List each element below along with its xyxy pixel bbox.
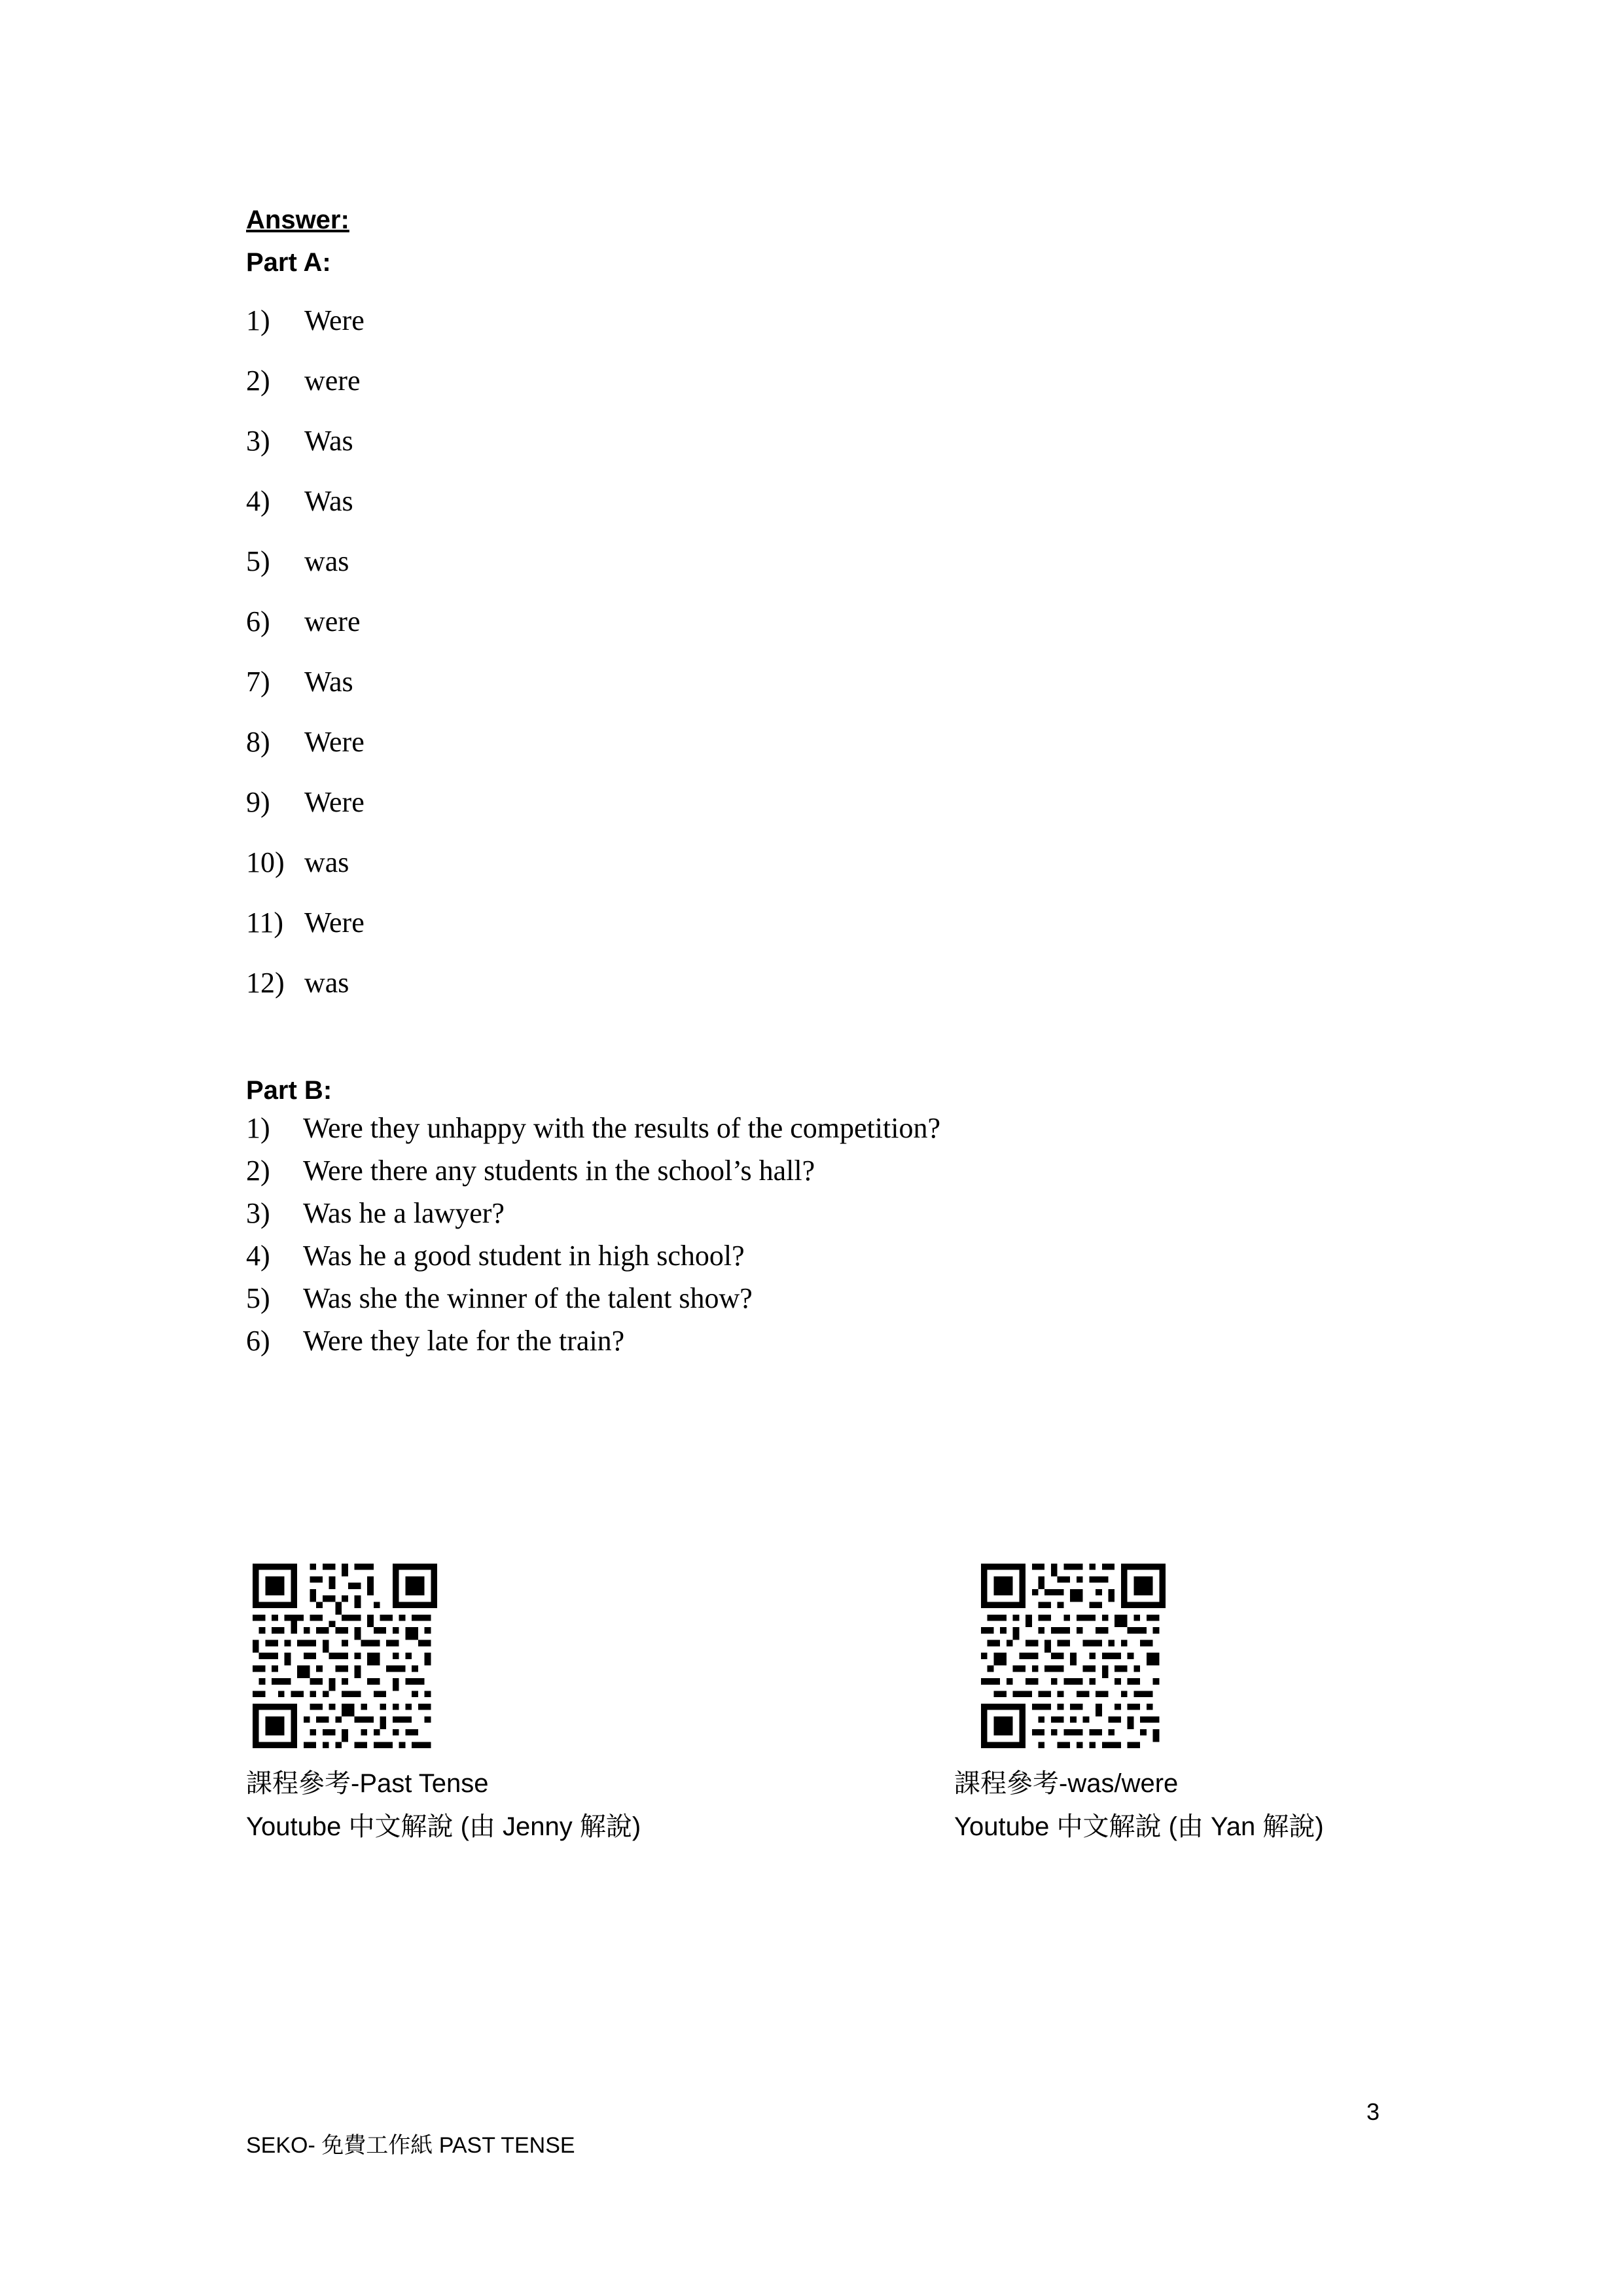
resource-subtitle: Youtube 中文解說 (由 Yan 解說) <box>954 1812 1324 1841</box>
page-footer: SEKO- 免費工作紙 PAST TENSE <box>246 2133 575 2158</box>
answer-item <box>246 1238 940 1280</box>
answer-text: was <box>304 846 349 878</box>
answer-item <box>246 784 365 844</box>
answer-item <box>246 965 365 1025</box>
answer-number: 3) <box>246 425 270 457</box>
qr-code-past-tense[interactable] <box>253 1564 437 1748</box>
answer-item <box>246 664 365 724</box>
answer-item <box>246 1323 940 1365</box>
answer-number: 1) <box>246 304 270 336</box>
answer-text: Were there any students in the school’s hall? <box>303 1155 815 1187</box>
answer-number: 5) <box>246 1282 270 1314</box>
resource-caption-was-were <box>954 1762 1324 1848</box>
answer-text: Were <box>304 304 365 336</box>
answer-text: Was she the winner of the talent show? <box>303 1282 753 1314</box>
part-b-answer-list <box>246 1110 940 1365</box>
answer-text: was <box>304 545 349 577</box>
resource-caption-past-tense <box>246 1762 641 1848</box>
answer-number: 4) <box>246 485 270 517</box>
answer-number: 4) <box>246 1240 270 1272</box>
answer-item <box>246 302 365 363</box>
part-a-heading: Part A: <box>246 248 331 277</box>
answer-number: 8) <box>246 726 270 758</box>
answer-number: 7) <box>246 666 270 698</box>
answer-number: 5) <box>246 545 270 577</box>
part-a-answer-list <box>246 302 365 1025</box>
resource-subtitle: Youtube 中文解說 (由 Jenny 解說) <box>246 1812 641 1841</box>
qr-code-was-were[interactable] <box>981 1564 1166 1748</box>
answer-text: Were <box>304 726 365 758</box>
answer-text: was <box>304 967 349 999</box>
answer-item <box>246 483 365 543</box>
answer-item <box>246 724 365 784</box>
answer-text: Were <box>304 906 365 939</box>
answer-text: Was <box>304 666 353 698</box>
answer-text: Was <box>304 425 353 457</box>
answer-text: were <box>304 365 361 397</box>
answer-text: Were <box>304 786 365 818</box>
answer-item <box>246 1153 940 1195</box>
resource-title: 課程參考-was/were <box>954 1769 1179 1798</box>
answer-item <box>246 423 365 483</box>
answer-text: Was he a good student in high school? <box>303 1240 745 1272</box>
page-number: 3 <box>1366 2098 1380 2125</box>
answer-text: Were they late for the train? <box>303 1325 625 1357</box>
answer-item <box>246 844 365 905</box>
answer-number: 6) <box>246 1325 270 1357</box>
answer-text: Was he a lawyer? <box>303 1197 505 1229</box>
answer-number: 12) <box>246 967 285 999</box>
answer-item <box>246 905 365 965</box>
answer-item <box>246 1280 940 1323</box>
answer-text: Was <box>304 485 353 517</box>
answer-number: 9) <box>246 786 270 818</box>
answer-number: 11) <box>246 906 284 939</box>
answer-item <box>246 543 365 603</box>
answer-text: were <box>304 605 361 637</box>
answer-number: 10) <box>246 846 285 878</box>
answer-text: Were they unhappy with the results of the competition? <box>303 1112 940 1144</box>
answer-item <box>246 363 365 423</box>
answer-item <box>246 1195 940 1238</box>
answer-number: 6) <box>246 605 270 637</box>
resource-title: 課程參考-Past Tense <box>246 1769 489 1798</box>
answer-number: 2) <box>246 1155 270 1187</box>
answer-number: 1) <box>246 1112 270 1144</box>
answer-heading: Answer: <box>246 206 349 234</box>
qr-code-icon <box>981 1564 1166 1748</box>
answer-number: 2) <box>246 365 270 397</box>
part-b-heading: Part B: <box>246 1076 332 1105</box>
answer-item <box>246 1110 940 1153</box>
qr-code-icon <box>253 1564 437 1748</box>
answer-item <box>246 603 365 664</box>
answer-number: 3) <box>246 1197 270 1229</box>
